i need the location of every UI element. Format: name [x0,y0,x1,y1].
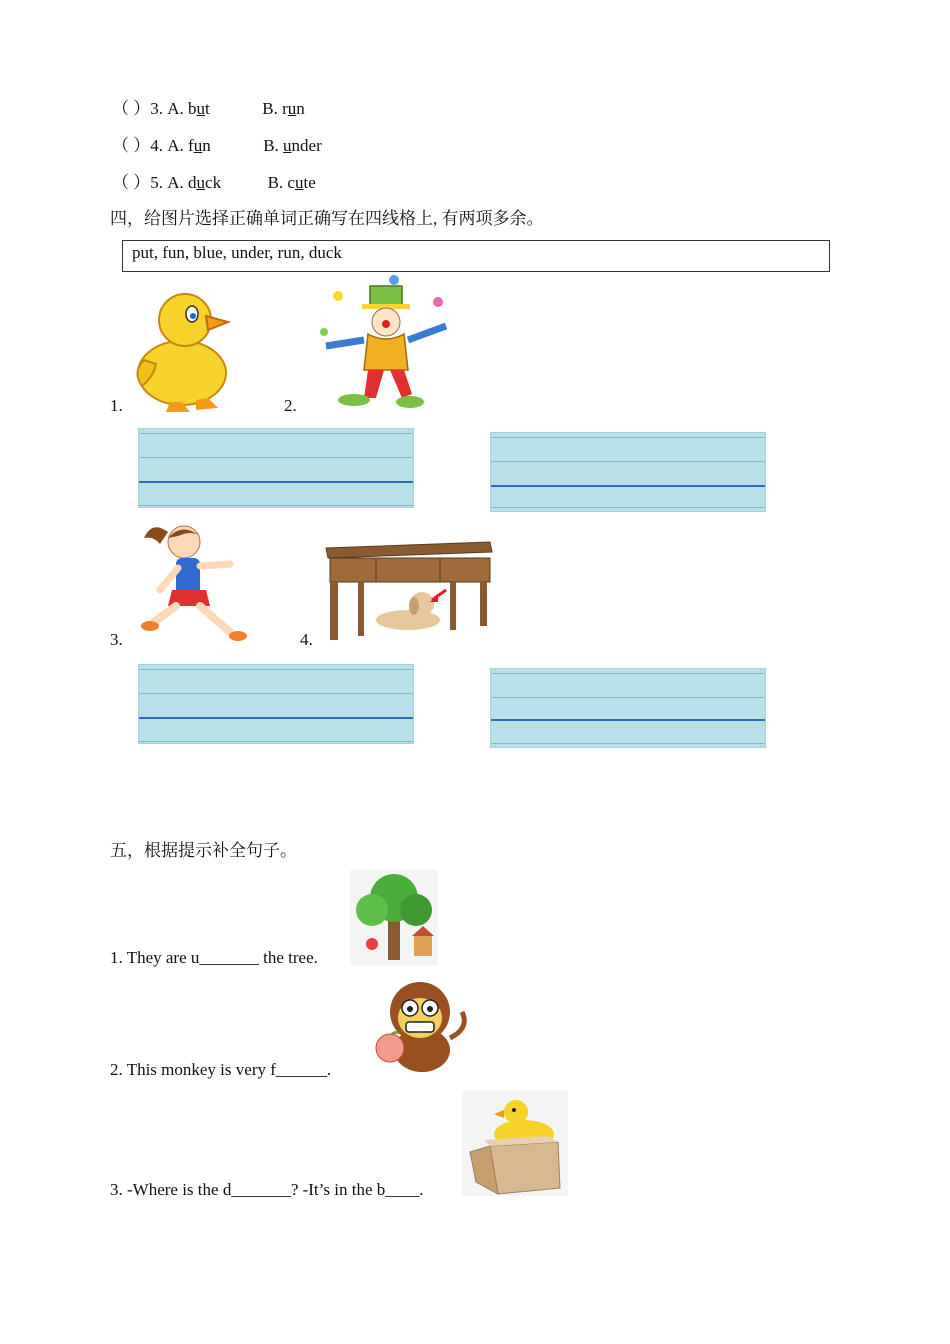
question-3: （ ）3. A. but B. run [112,99,305,118]
monkey-picture [366,978,470,1076]
dog-under-desk-picture [322,538,494,644]
question-5: （ ）5. A. duck B. cute [112,173,316,192]
sentence-3: 3. -Where is the d_______? -It’s in the b____. [110,1180,424,1199]
word-bank-box [122,240,830,272]
sentence-1: 1. They are u_______ the tree. [110,948,318,967]
girl-running-picture [138,518,250,646]
word-bank: put, fun, blue, under, run, duck [132,243,342,262]
sentence-2: 2. This monkey is very f______. [110,1060,332,1079]
part4-heading: 四，给图片选择正确单词正确写在四线格上, 有两项多余。 [110,209,544,228]
duck-in-box-picture [462,1090,568,1196]
tree-picture [350,870,438,966]
item-2-label: 2. [284,396,297,415]
item-4-label: 4. [300,630,313,649]
four-line-grid-3[interactable] [138,664,414,744]
item-1-label: 1. [110,396,123,415]
clown-juggling-picture [312,274,462,410]
four-line-grid-4[interactable] [490,668,766,748]
item-3-label: 3. [110,630,123,649]
four-line-grid-1[interactable] [138,428,414,508]
part5-heading: 五，根据提示补全句子。 [110,841,297,860]
four-line-grid-2[interactable] [490,432,766,512]
question-3-prefix: （ ）3. A. [112,99,189,118]
question-4: （ ）4. A. fun B. under [112,136,322,155]
duck-picture [130,288,234,414]
